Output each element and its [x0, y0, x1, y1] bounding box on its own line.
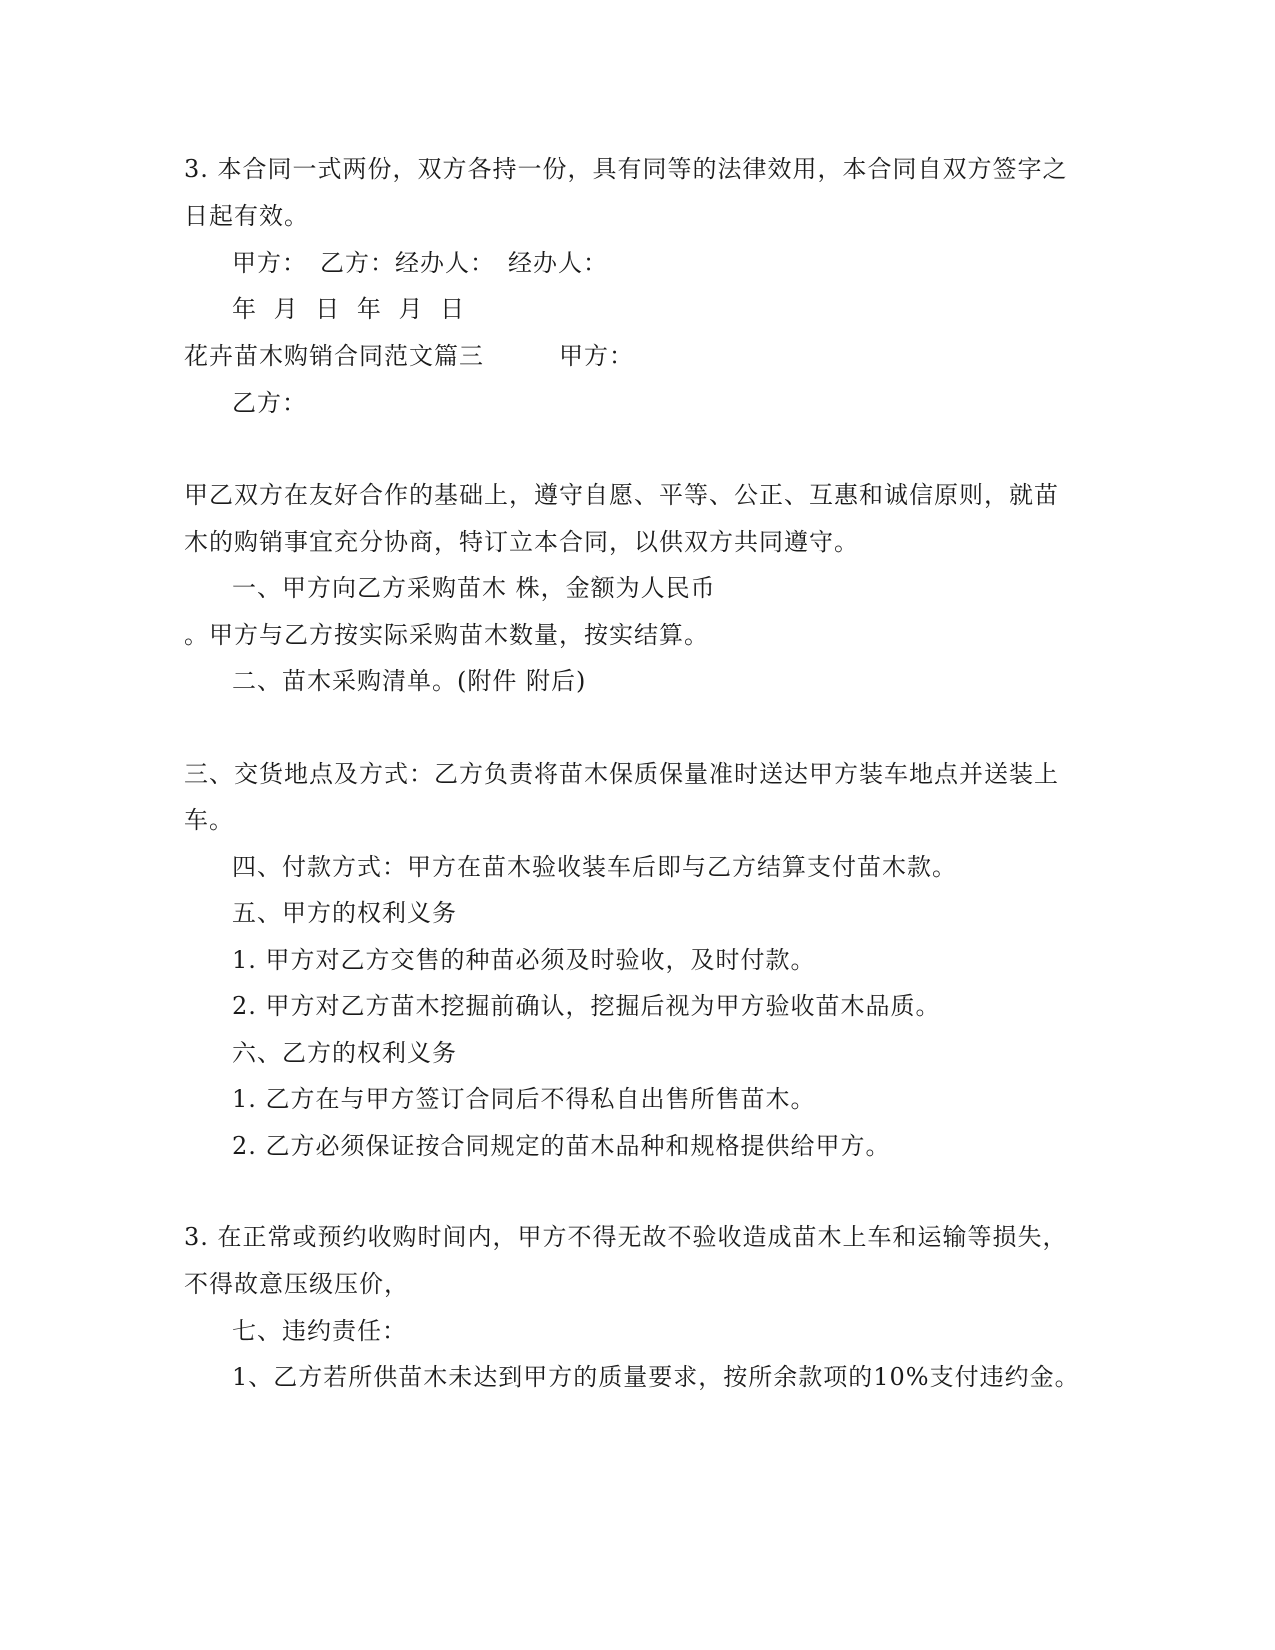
text-line: 甲乙双方在友好合作的基础上，遵守自愿、平等、公正、互惠和诚信原则，就苗 — [184, 481, 1059, 509]
text-line: 车。 — [184, 806, 234, 834]
party-b-line: 乙方： — [232, 389, 307, 417]
text-line: 日起有效。 — [184, 202, 309, 230]
clause-heading: 四、付款方式：甲方在苗木验收装车后即与乙方结算支付苗木款。 — [232, 853, 957, 881]
clause-item: 2. 乙方必须保证按合同规定的苗木品种和规格提供给甲方。 — [232, 1132, 891, 1160]
clause-heading: 七、违约责任： — [232, 1317, 407, 1345]
clause-item: 1、乙方若所供苗木未达到甲方的质量要求，按所余款项的10%支付违约金。 — [232, 1363, 1080, 1391]
clause-heading: 一、甲方向乙方采购苗木 株，金额为人民币 — [232, 574, 716, 602]
clause-item: 3. 在正常或预约收购时间内，甲方不得无故不验收造成苗木上车和运输等损失， — [184, 1223, 1068, 1251]
section-title: 花卉苗木购销合同范文篇三 甲方： — [184, 342, 634, 370]
text-line: 。甲方与乙方按实际采购苗木数量，按实结算。 — [184, 621, 709, 649]
text-line: 3. 本合同一式两份，双方各持一份，具有同等的法律效用，本合同自双方签字之 — [184, 155, 1068, 183]
clause-item: 2. 甲方对乙方苗木挖掘前确认，挖掘后视为甲方验收苗木品质。 — [232, 992, 941, 1020]
clause-heading: 五、甲方的权利义务 — [232, 899, 457, 927]
clause-heading: 六、乙方的权利义务 — [232, 1039, 457, 1067]
clause-item: 1. 甲方对乙方交售的种苗必须及时验收，及时付款。 — [232, 946, 816, 974]
signature-line: 甲方： 乙方：经办人： 经办人： — [232, 249, 608, 277]
text-line: 木的购销事宜充分协商，特订立本合同，以供双方共同遵守。 — [184, 528, 859, 556]
clause-heading: 三、交货地点及方式：乙方负责将苗木保质保量准时送达甲方装车地点并送装上 — [184, 760, 1059, 788]
clause-item: 1. 乙方在与甲方签订合同后不得私自出售所售苗木。 — [232, 1085, 816, 1113]
clause-heading: 二、苗木采购清单。(附件 附后) — [232, 667, 587, 695]
text-line: 不得故意压级压价， — [184, 1270, 409, 1298]
date-line: 年 月 日 年 月 日 — [232, 295, 466, 323]
